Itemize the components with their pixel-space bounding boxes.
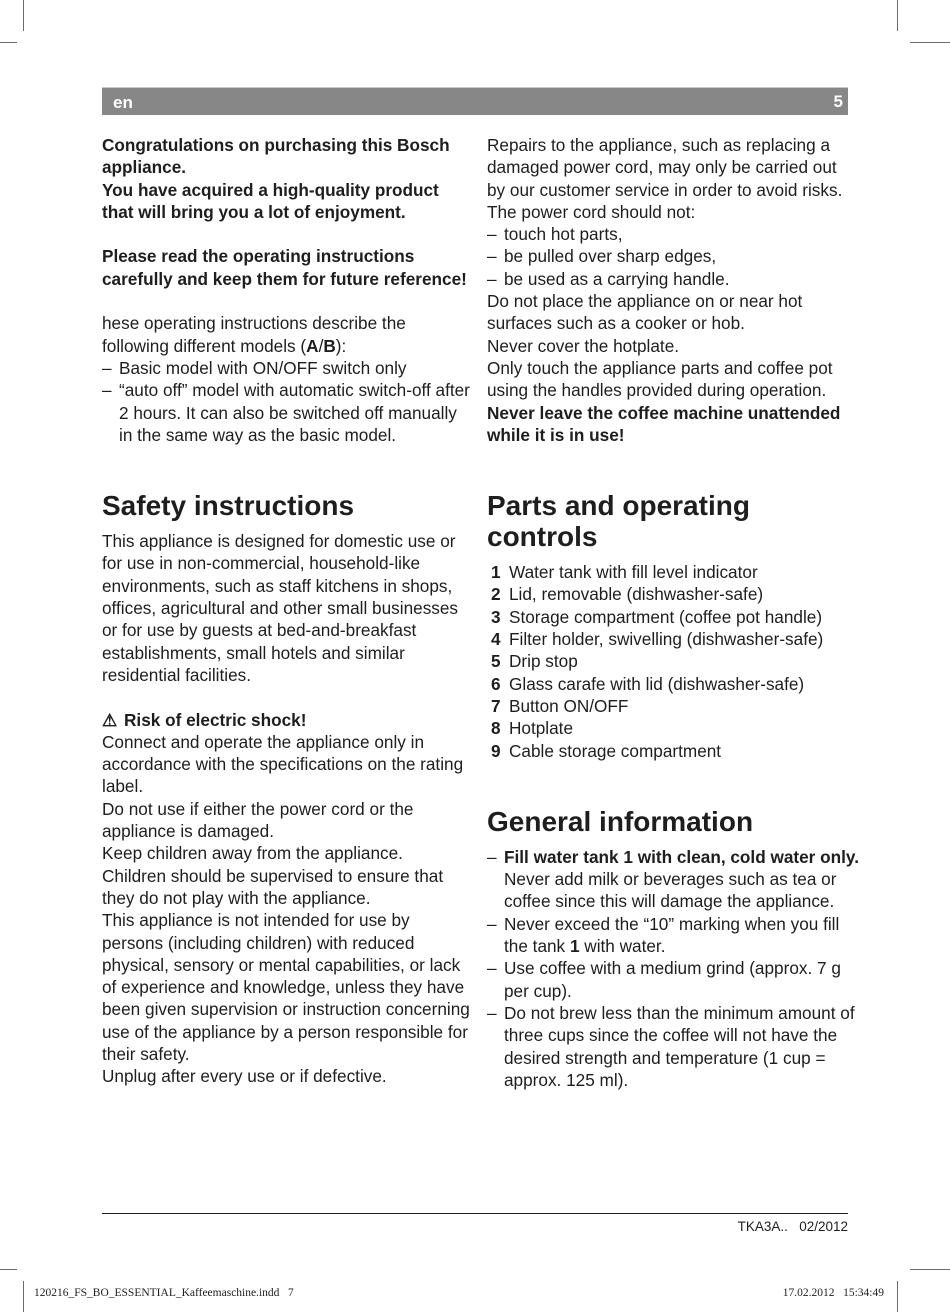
footer-model-date	[738, 1219, 848, 1234]
models-list	[102, 357, 474, 446]
language-code: en	[113, 93, 133, 112]
safety-text: Never cover the hotplate.	[487, 335, 680, 356]
models-intro: hese operating instructions describe the following different models (A/B):	[102, 313, 406, 356]
cord-intro: The power cord should not:	[487, 201, 696, 222]
list-item: – be pulled over sharp edges,	[487, 246, 717, 267]
safety-intro: This appliance is designed for domestic use or for use in non-commercial, household-like environments, such as staff kitchens in shops, offices, agricultural and other small businesses or for use by guests at bed-and-breakfast establishments, small hotels and similar residential facilities.	[102, 531, 459, 685]
part-item: 9 Cable storage compartment	[491, 740, 722, 761]
crop-mark	[910, 1269, 950, 1270]
right-column	[487, 134, 859, 1091]
safety-text: Only touch the appliance parts and coffee pot using the handles provided during operation.	[487, 357, 833, 401]
warning-icon: ⚠	[102, 709, 118, 730]
read-instructions-note: Please read the operating instructions carefully and keep them for future reference!	[102, 246, 467, 289]
safety-heading: Safety instructions	[102, 490, 355, 522]
list-item: – be used as a carrying handle.	[487, 268, 730, 289]
warning-text: Keep children away from the appliance.	[102, 843, 403, 864]
crop-mark	[23, 1281, 24, 1312]
general-list	[487, 846, 859, 1091]
crop-mark	[897, 1281, 898, 1312]
footer-divider	[102, 1213, 848, 1214]
list-item: – Do not brew less than the minimum amount of three cups since the coffee will not have the desired strength and temperature (1 cup = approx. 125 ml).	[487, 1002, 855, 1090]
never-leave-warning: Never leave the coffee machine unattended while it is in use!	[487, 402, 841, 445]
left-column	[102, 134, 474, 1088]
general-heading: General information	[487, 805, 754, 837]
page-header-bar	[102, 87, 848, 115]
intro-congrats: Congratulations on purchasing this Bosch appliance.	[102, 135, 450, 178]
part-item: 3 Storage compartment (coffee pot handle)	[491, 606, 823, 627]
part-item: 8 Hotplate	[491, 718, 574, 739]
parts-list	[487, 561, 859, 762]
repairs-text: Repairs to the appliance, such as replacing a damaged power cord, may only be carried out by our customer service in order to avoid risks.	[487, 135, 843, 200]
warning-text: Children should be supervised to ensure that they do not play with the appliance.	[102, 865, 444, 908]
crop-mark	[910, 42, 950, 43]
list-item: – “auto off” model with automatic switch-off after 2 hours. It can also be switched off manually in the same way as the basic model.	[102, 380, 470, 445]
crop-mark	[0, 42, 17, 43]
list-item: – Basic model with ON/OFF switch only	[102, 357, 407, 378]
parts-heading: Parts and operating controls	[487, 490, 750, 553]
list-item: – Use coffee with a medium grind (approx. 7 g per cup).	[487, 958, 841, 1001]
list-item: – Fill water tank 1 with clean, cold water only. Never add milk or beverages such as tea or coffee since this will damage the appliance.	[487, 846, 859, 912]
part-item: 1 Water tank with fill level indicator	[491, 562, 758, 583]
warning-text: Unplug after every use or if defective.	[102, 1066, 387, 1087]
warning-text: Do not use if either the power cord or the appliance is damaged.	[102, 798, 414, 842]
safety-text: Do not place the appliance on or near hot surfaces such as a cooker or hob.	[487, 291, 803, 334]
list-item: – touch hot parts,	[487, 224, 623, 245]
part-item: 6 Glass carafe with lid (dishwasher-safe)	[491, 673, 805, 694]
part-item: 7 Button ON/OFF	[491, 695, 629, 716]
cord-list	[487, 223, 859, 290]
part-item: 2 Lid, removable (dishwasher-safe)	[491, 584, 764, 605]
crop-mark	[0, 1269, 17, 1270]
list-item: – Never exceed the “10” marking when you fill the tank 1 with water.	[487, 913, 840, 957]
warning-title: ⚠ Risk of electric shock!	[102, 709, 307, 730]
print-slug-file: 120216_FS_BO_ESSENTIAL_Kaffeemaschine.indd 7	[34, 1287, 294, 1299]
model-code: TKA3A..	[737, 1219, 788, 1234]
page-number: 5	[833, 92, 843, 111]
crop-mark	[23, 0, 24, 31]
print-slug-timestamp: 17.02.2012 15:34:49	[782, 1287, 884, 1299]
part-item: 5 Drip stop	[491, 651, 578, 672]
part-item: 4 Filter holder, swivelling (dishwasher-safe)	[491, 629, 824, 650]
edition-date: 02/2012	[799, 1219, 848, 1234]
intro-quality: You have acquired a high-quality product that will bring you a lot of enjoyment.	[102, 179, 439, 222]
crop-mark	[897, 0, 898, 31]
warning-text: Connect and operate the appliance only in accordance with the specifications on the rating label.	[102, 731, 464, 797]
warning-text: This appliance is not intended for use by persons (including children) with reduced physical, sensory or mental capabilities, or lack of experience and knowledge, unless they have been given supervision or instruction concerning use of the appliance by a person responsible for their safety.	[102, 910, 470, 1064]
